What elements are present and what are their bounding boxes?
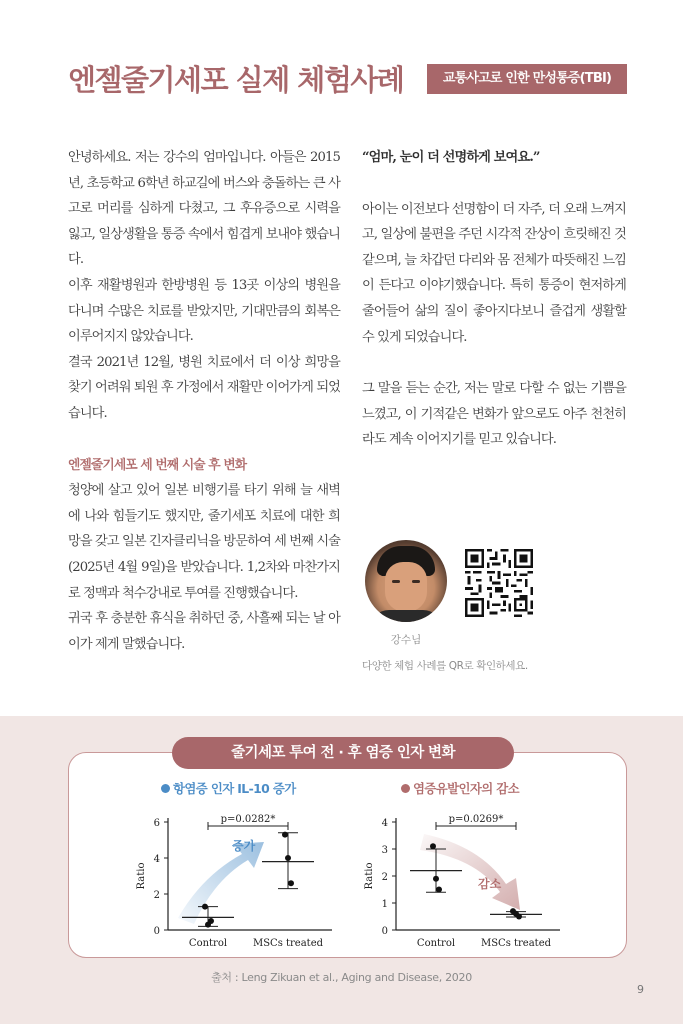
page-number: 9	[637, 983, 644, 996]
y-tick-label: 6	[153, 818, 160, 829]
paragraph: 그 말을 듣는 순간, 저는 말로 다할 수 없는 기쁨을 느꼈고, 이 기적같은 변화가 앞으로도 아주 천천히라도 계속 이어지기를 믿고 있습니다.	[362, 381, 626, 448]
data-point	[288, 880, 294, 886]
x-tick-label: Control	[416, 938, 456, 949]
category-badge: 교통사고로 인한 만성통증(TBI)	[427, 64, 627, 94]
qr-code[interactable]	[465, 549, 533, 617]
left-column	[68, 145, 340, 657]
trend-arrow-icon	[178, 842, 264, 924]
right-column	[362, 145, 626, 453]
bullet-dot-icon	[401, 784, 410, 793]
trend-label: 증가	[232, 839, 256, 853]
y-tick-label: 4	[381, 818, 388, 829]
bullet-dot-icon	[161, 784, 170, 793]
trend-label: 감소	[478, 877, 502, 891]
data-point	[436, 887, 442, 893]
paragraph: 청양에 살고 있어 일본 비행기를 타기 위해 늘 새벽에 나와 힘들기도 했지만, 줄기세포 치료에 대한 희망을 갖고 일본 긴자클리닉을 방문하여 세 번째 시술(2025년 4월 9일)을 받았습니다. 1,2차와 마찬가지로 정맥과 척수강내로 투여를 진행했습니다.	[68, 483, 340, 601]
section-subheading: 엔젤줄기세포 세 번째 시술 후 변화	[68, 457, 247, 473]
chart-2-heading: 염증유발인자의 감소	[401, 779, 519, 797]
y-tick-label: 1	[381, 899, 388, 910]
data-point	[285, 855, 291, 861]
y-axis-label: Ratio	[136, 862, 147, 890]
data-point	[430, 843, 436, 849]
y-tick-label: 2	[381, 872, 388, 883]
data-point	[516, 914, 522, 920]
y-tick-label: 0	[153, 926, 160, 937]
data-point	[208, 918, 214, 924]
paragraph: 귀국 후 충분한 휴식을 취하던 중, 사흘째 되는 날 아이가 제게 말했습니다.	[68, 611, 340, 652]
x-tick-label: Control	[188, 938, 228, 949]
data-point	[282, 832, 288, 838]
chart-panel-title: 줄기세포 투여 전 · 후 염증 인자 변화	[172, 737, 514, 769]
p-value-label: p=0.0282*	[220, 814, 276, 825]
chart-1-heading: 항염증 인자 IL-10 증가	[161, 779, 296, 797]
p-value-label: p=0.0269*	[448, 814, 504, 825]
y-tick-label: 4	[153, 854, 160, 865]
x-tick-label: MSCs treated	[252, 938, 324, 949]
profile-photo	[365, 540, 447, 622]
article-title: 엔젤줄기세포 실제 체험사례	[68, 63, 404, 97]
paragraph: 결국 2021년 12월, 병원 치료에서 더 이상 희망을 찾기 어려워 퇴원 후 가정에서 재활만 이어가게 되었습니다.	[68, 354, 340, 421]
profile-name: 강수님	[390, 634, 422, 646]
quote: “엄마, 눈이 더 선명하게 보여요.”	[362, 150, 540, 165]
y-tick-label: 0	[381, 926, 388, 937]
paragraph: 안녕하세요. 저는 강수의 엄마입니다. 아들은 2015년, 초등학교 6학년 하교길에 버스와 충돌하는 큰 사고로 머리를 심하게 다쳤고, 그 후유증으로 시력을 잃고, 일상생활을 통증 속에서 힘겹게 보내야 했습니다.	[68, 150, 340, 268]
y-tick-label: 3	[381, 845, 388, 856]
x-tick-label: MSCs treated	[480, 938, 552, 949]
y-tick-label: 2	[153, 890, 160, 901]
data-point	[433, 876, 439, 882]
chart-il10	[132, 806, 352, 952]
paragraph: 이후 재활병원과 한방병원 등 13곳 이상의 병원을 다니며 수많은 치료를 받았지만, 기대만큼의 회복은 이루어지지 않았습니다.	[68, 277, 340, 345]
qr-caption: 다양한 체험 사례를 QR로 확인하세요.	[362, 660, 528, 672]
y-axis-label: Ratio	[364, 862, 375, 890]
paragraph: 아이는 이전보다 선명함이 더 자주, 더 오래 느껴지고, 일상에 불편을 주던 시각적 잔상이 흐릿해진 것 같으며, 늘 차갑던 다리와 몸 전체가 따뜻해진 느낌이 든다고 이야기했습니다. 특히 통증이 현저하게 줄어들어 삶의 질이 좋아지다보니 즐겁게 생활할 수 있게 되었습니다.	[362, 201, 626, 345]
chart-inflammatory	[360, 806, 580, 952]
data-point	[202, 904, 208, 910]
source-citation: 출처 : Leng Zikuan et al., Aging and Disease, 2020	[211, 971, 472, 984]
